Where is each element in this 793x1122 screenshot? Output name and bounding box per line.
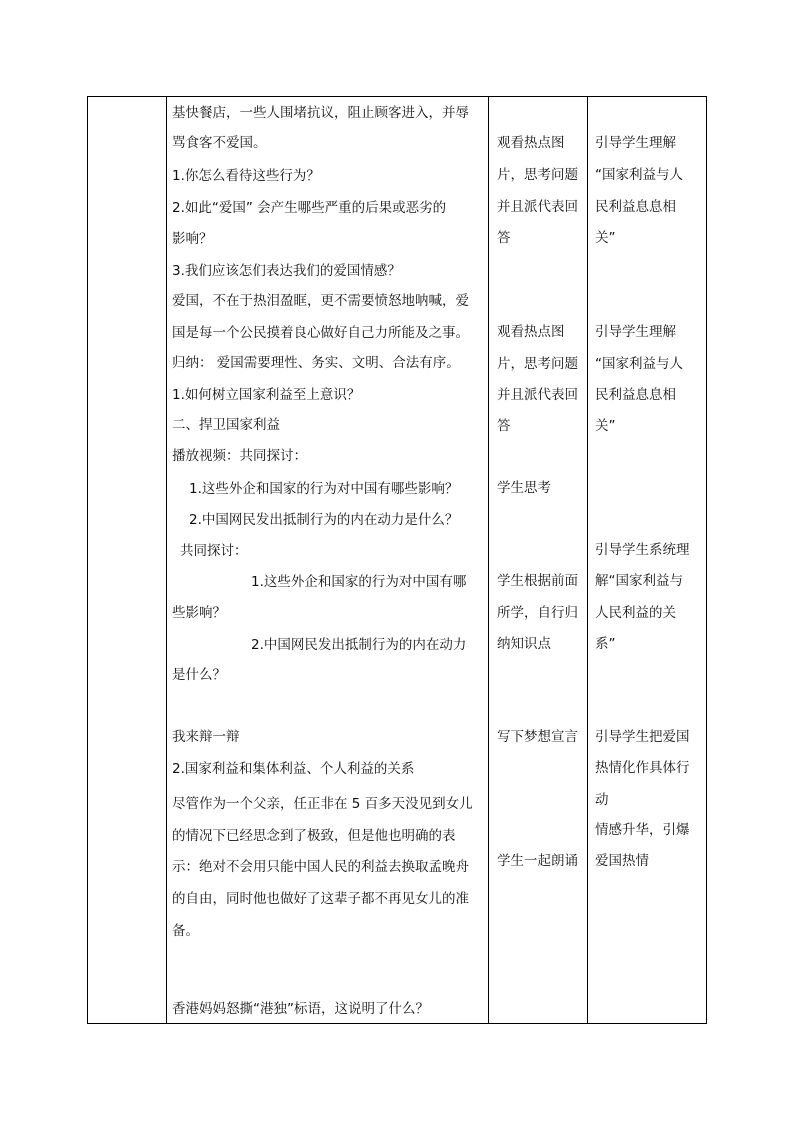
content-line: 2.如此“爱国” 会产生哪些严重的后果或恶劣的 xyxy=(172,200,447,216)
column-divider xyxy=(166,97,167,1023)
design-intent-line: 动 xyxy=(595,792,609,808)
student-activity-line: 观看热点图 xyxy=(497,135,565,151)
design-intent-line: 引导学生理解 xyxy=(595,324,676,340)
content-line: 骂食客不爱国。 xyxy=(172,135,267,151)
student-activity-line: 写下梦想宣言 xyxy=(497,729,578,745)
design-intent-line: 情感升华，引爆 xyxy=(595,822,690,838)
student-activity-line: 答 xyxy=(497,418,511,434)
student-activity-line: 观看热点图 xyxy=(497,324,565,340)
design-intent-line: 爱国热情 xyxy=(595,853,649,869)
student-activity-line: 答 xyxy=(497,230,511,246)
design-intent-line: 民利益息息相 xyxy=(595,199,676,215)
student-activity-line: 片，思考问题 xyxy=(497,167,578,183)
design-intent-line: 人民利益的关 xyxy=(595,605,676,621)
student-activity-line: 学生思考 xyxy=(497,480,551,496)
content-line: 1.这些外企和国家的行为对中国有哪些影响？ xyxy=(189,481,459,497)
design-intent-line: 引导学生系统理 xyxy=(595,542,690,558)
column-divider xyxy=(488,97,489,1023)
content-line: 国是每一个公民摸着良心做好自己力所能及之事。 xyxy=(172,325,469,341)
design-intent-line: 热情化作具体行 xyxy=(595,760,690,776)
design-intent-line: 引导学生理解 xyxy=(595,135,676,151)
student-activity-line: 并且派代表回 xyxy=(497,387,578,403)
content-line: 共同探讨： xyxy=(180,543,248,559)
content-line: 些影响？ xyxy=(172,605,226,621)
design-intent-line: 关” xyxy=(595,230,616,246)
student-activity-line: 纳知识点 xyxy=(497,636,551,652)
content-line: 备。 xyxy=(172,923,199,939)
content-line: 播放视频：共同探讨： xyxy=(172,448,307,464)
content-line: 爱国，不在于热泪盈眶，更不需要愤怒地呐喊，爱 xyxy=(172,293,469,309)
content-line: 示：绝对不会用只能中国人民的利益去换取孟晚舟 xyxy=(172,859,469,875)
content-line: 2.中国网民发出抵制行为的内在动力是什么？ xyxy=(189,512,459,528)
content-line: 3.我们应该怎们表达我们的爱国情感？ xyxy=(172,263,401,279)
content-line: 我来辩一辩 xyxy=(172,729,240,745)
lesson-plan-table xyxy=(87,96,707,1024)
design-intent-line: 民利益息息相 xyxy=(595,387,676,403)
content-line: 是什么？ xyxy=(172,667,226,683)
student-activity-line: 并且派代表回 xyxy=(497,199,578,215)
student-activity-line: 所学，自行归 xyxy=(497,605,578,621)
content-line: 2.国家利益和集体利益、个人利益的关系 xyxy=(172,761,415,777)
content-line: 影响？ xyxy=(172,231,213,247)
student-activity-line: 学生根据前面 xyxy=(497,573,578,589)
content-line: 尽管作为一个父亲，任正非在 5 百多天没见到女儿 xyxy=(172,796,473,812)
design-intent-line: 引导学生把爱国 xyxy=(595,729,690,745)
student-activity-line: 片，思考问题 xyxy=(497,356,578,372)
student-activity-line: 学生一起朗诵 xyxy=(497,853,578,869)
content-line: 的情况下已经思念到了极致，但是他也明确的表 xyxy=(172,828,456,844)
design-intent-line: 关” xyxy=(595,418,616,434)
content-line: 香港妈妈怒撕“港独”标语，这说明了什么？ xyxy=(172,1001,429,1017)
content-line: 的自由，同时他也做好了这辈子都不再见女儿的准 xyxy=(172,891,469,907)
design-intent-line: “国家利益与人 xyxy=(595,167,683,183)
design-intent-line: “国家利益与人 xyxy=(595,356,683,372)
content-line: 1.这些外企和国家的行为对中国有哪 xyxy=(251,574,467,590)
content-line: 1.如何树立国家利益至上意识？ xyxy=(172,387,361,403)
content-line: 基快餐店，一些人围堵抗议，阻止顾客进入，并辱 xyxy=(172,105,469,121)
content-line: 1.你怎么看待这些行为？ xyxy=(172,168,320,184)
design-intent-line: 解“国家利益与 xyxy=(595,573,683,589)
column-divider xyxy=(587,97,588,1023)
content-line: 2.中国网民发出抵制行为的内在动力 xyxy=(251,637,467,653)
design-intent-line: 系” xyxy=(595,636,616,652)
section-heading: 二、捍卫国家利益 xyxy=(172,417,280,433)
content-line: 归纳： 爱国需要理性、务实、文明、合法有序。 xyxy=(172,355,460,371)
